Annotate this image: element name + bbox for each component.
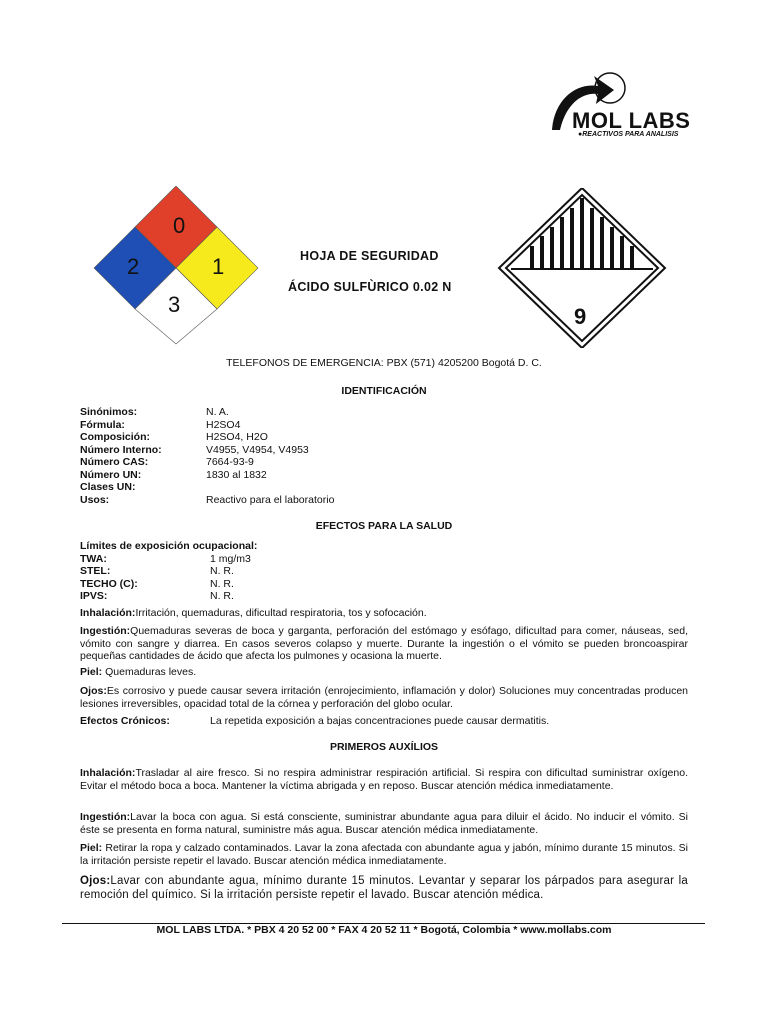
field-label: Usos: [80,493,110,506]
salud-ingestion: Ingestión:Quemaduras severas de boca y garganta, perforación del estómago y esófago, dificultad para comer, náuseas, sed, vómito con sangre y diarrea. En casos severos colapso y muerte. Durante la ingestión o el vómito se pueden broncoaspirar pequeñas cantidades de ácido que afecta los pulmones y ocasiona la muerte. [80,625,688,662]
auxilios-inhalacion: Inhalación:Trasladar al aire fresco. Si no respira administrar respiración artificial. Si respira con dificultad suministrar oxígeno. Evitar el método boca a boca. Mantener la víctima abrigada y en reposo. Buscar atención médica inmediatamente. [80,767,688,792]
field-value: H2SO4, H2O [206,431,268,443]
salud-ojos: Ojos:Es corrosivo y puede causar severa irritación (enrojecimiento, inflamación y dolor) Soluciones muy concentradas producen lesiones irreversibles, opacidad total de la córnea y perforación del globo ocular. [80,685,688,710]
field-value: N. R. [210,565,234,577]
salud-inhalacion: Inhalación:Irritación, quemaduras, dificultad respiratoria, tos y sofocación. [80,607,427,619]
field-label: IPVS: [80,590,108,602]
nfpa-health-value: 2 [127,254,140,279]
section-salud-heading: EFECTOS PARA LA SALUD [315,520,453,532]
field-label: Composición: [80,431,150,443]
section-auxilios-heading: PRIMEROS AUXÍLIOS [329,741,439,753]
exposure-limits-label: Límites de exposición ocupacional: [80,540,258,552]
field-label: Fórmula: [80,418,125,431]
field-value: N. R. [210,577,234,590]
field-value: H2SO4 [206,418,241,431]
nfpa-reactivity-value: 1 [212,254,225,279]
field-value: V4955, V4954, V4953 [206,443,309,456]
nfpa-special-value: 3 [168,292,181,317]
class-9-hazmat-placard [497,188,667,348]
auxilios-ojos: Ojos:Lavar con abundante agua, mínimo durante 15 minutos. Levantar y separar los párpados para asegurar la remoción del químico. Si la irritación persiste repetir el lavado. Buscar atención médica. [80,875,688,901]
footer-contact: MOL LABS LTDA. * PBX 4 20 52 00 * FAX 4 20 52 11 * Bogotá, Colombia * www.mollabs.com [156,924,612,936]
field-label: TECHO (C): [80,577,138,590]
field-label: Sinónimos: [80,406,138,418]
field-label: Número Interno: [80,443,162,456]
field-value: N. A. [206,406,229,418]
product-name: ÁCIDO SULFÙRICO 0.02 N [288,280,452,294]
field-label: Efectos Crónicos: [80,715,170,727]
field-label: Clases UN: [80,481,136,493]
logo-name: MOL LABS [572,108,691,133]
field-label: TWA: [80,552,107,565]
logo-tagline: ●REACTIVOS PARA ANALISIS [578,131,679,138]
field-value: 1830 al 1832 [206,468,267,481]
field-value: La repetida exposición a bajas concentraciones puede causar dermatitis. [210,715,550,727]
section-identificacion-heading: IDENTIFICACIÓN [341,385,427,397]
field-value: N. R. [210,590,234,602]
field-value: Reactivo para el laboratorio [206,493,335,506]
emergency-phones: TELEFONOS DE EMERGENCIA: PBX (571) 4205200 Bogotá D. C. [226,357,542,369]
field-label: Número CAS: [80,456,149,468]
auxilios-piel: Piel: Retirar la ropa y calzado contaminados. Lavar la zona afectada con abundante agua y jabón, mínimo durante 15 minutos. Si la irritación persiste repetir el lavado. Buscar atención médica inmediatamente. [80,842,688,867]
nfpa-flammability-value: 0 [173,213,186,238]
field-value: 7664-93-9 [206,456,254,468]
field-value: 1 mg/m3 [210,552,251,565]
field-label: STEL: [80,565,111,577]
field-label: Número UN: [80,468,142,481]
nfpa-diamond [92,186,260,346]
auxilios-ingestion: Ingestión:Lavar la boca con agua. Si está consciente, suministrar abundante agua para diluir el ácido. No inducir el vómito. Si éste se presenta en forma natural, suministre más agua. Buscar atención médica inmediatamente. [80,811,688,836]
mol-labs-logo [548,70,698,142]
doc-title: HOJA DE SEGURIDAD [300,249,439,263]
hazmat-class-number: 9 [574,304,587,329]
salud-piel: Piel: Quemaduras leves. [80,666,197,678]
